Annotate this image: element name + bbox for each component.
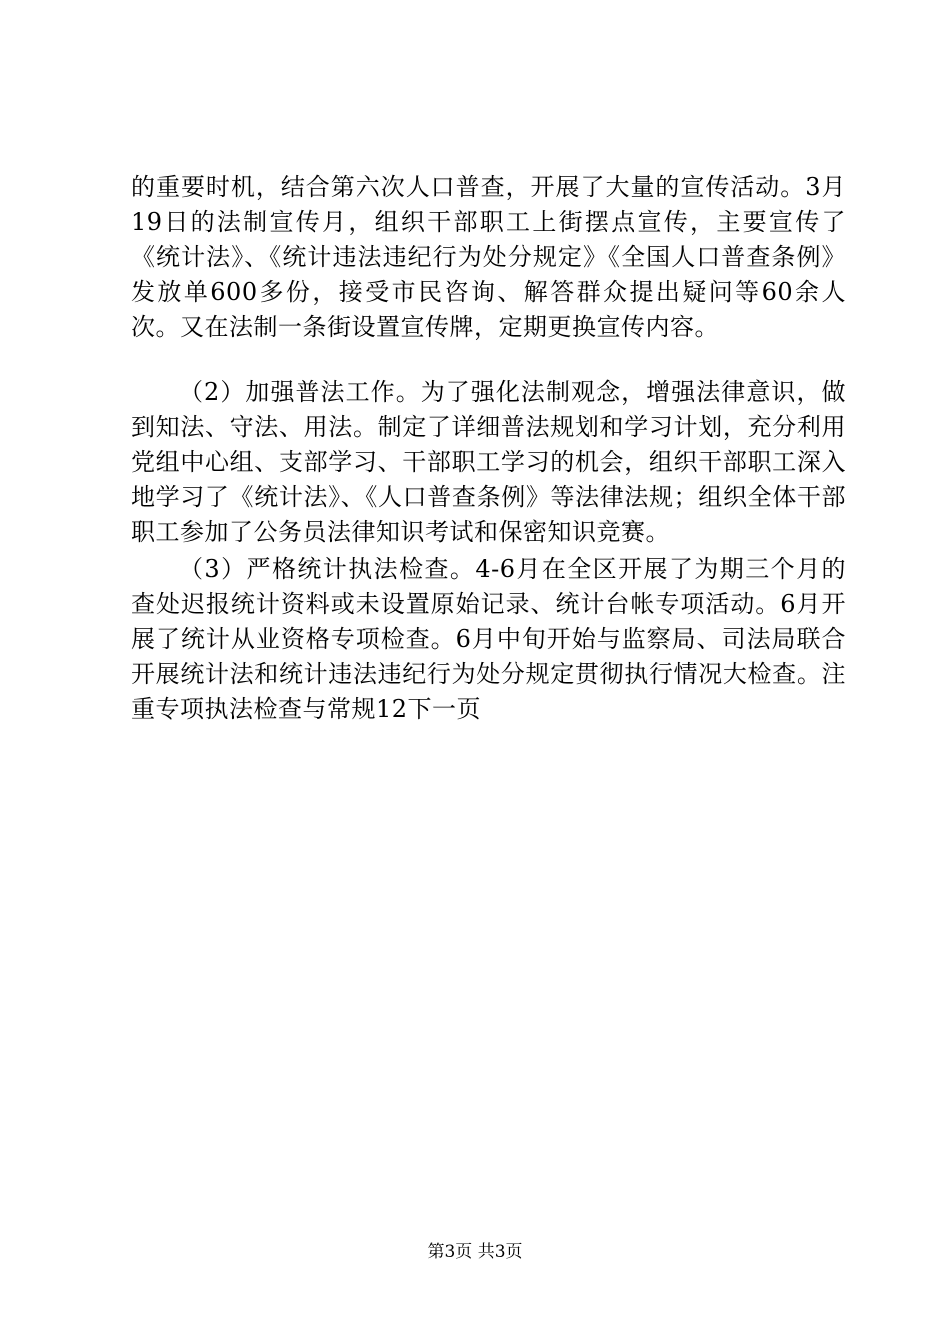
- paragraph-law-enforcement: （3）严格统计执法检查。4-6月在全区开展了为期三个月的查处迟报统计资料或未设置原始记录、统计台帐专项活动。6月开展了统计从业资格专项检查。6月中旬开始与监察局、司法局联合开展统计法和统计违法违纪行为处分规定贯彻执行情况大检查。注重专项执法检查与常规12下一页: [131, 555, 846, 723]
- document-body: [131, 170, 846, 727]
- page-footer: 第3页 共3页: [427, 1242, 523, 1262]
- paragraph-publicity: 的重要时机，结合第六次人口普查，开展了大量的宣传活动。3月19日的法制宣传月，组织干部职工上街摆点宣传，主要宣传了《统计法》、《统计违法违纪行为处分规定》《全国人口普查条例》发放单600多份，接受市民咨询、解答群众提出疑问等60余人次。又在法制一条街设置宣传牌，定期更换宣传内容。: [131, 173, 846, 341]
- paragraph-law-education: （2）加强普法工作。为了强化法制观念，增强法律意识，做到知法、守法、用法。制定了详细普法规划和学习计划，充分利用党组中心组、支部学习、干部职工学习的机会，组织干部职工深入地学习了《统计法》、《人口普查条例》等法律法规；组织全体干部职工参加了公务员法律知识考试和保密知识竞赛。: [131, 378, 846, 546]
